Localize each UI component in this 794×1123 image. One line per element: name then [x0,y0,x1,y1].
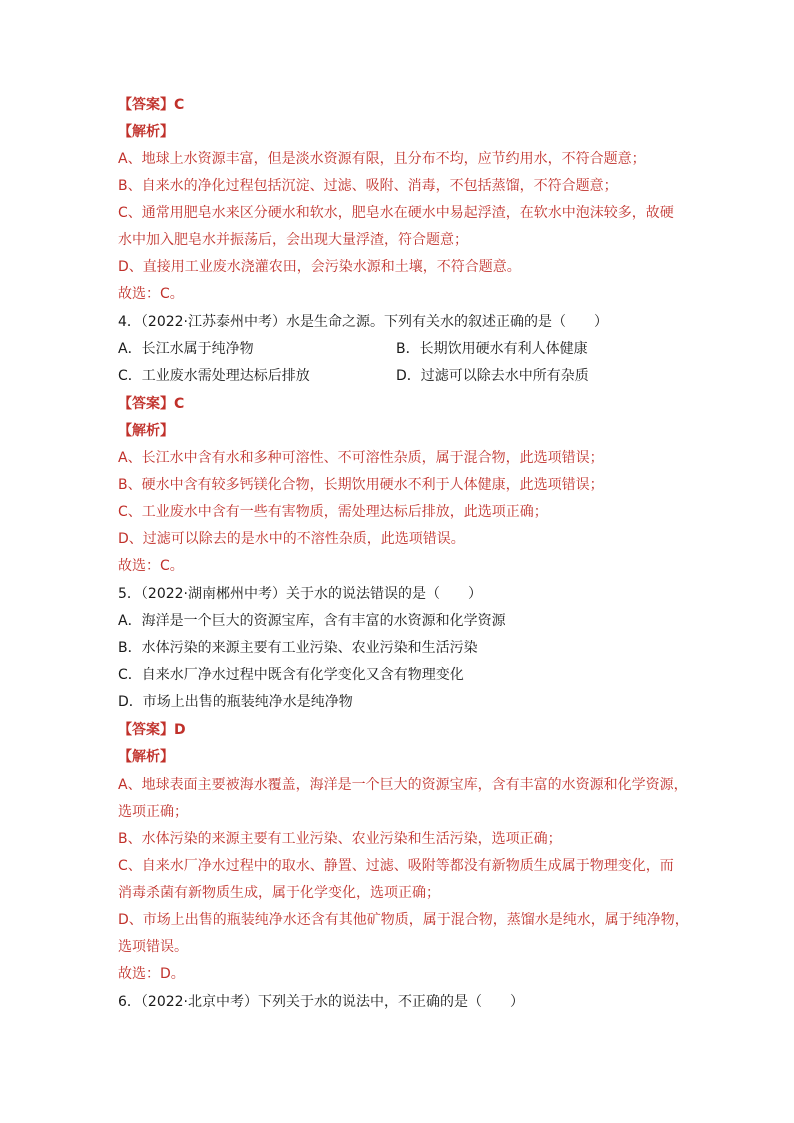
answer-label: 【答案】C [118,396,185,412]
analysis-line: A、地球表面主要被海水覆盖，海洋是一个巨大的资源宝库，含有丰富的水资源和化学资源， [118,777,688,793]
option-c: C．自来水厂净水过程中既含有化学变化又含有物理变化 [118,667,464,683]
analysis-line: C、工业废水中含有一些有害物质，需处理达标后排放，此选项正确； [118,504,548,520]
analysis-line: A、地球上水资源丰富，但是淡水资源有限，且分布不均，应节约用水，不符合题意； [118,151,646,167]
analysis-line: 选项错误。 [118,939,188,955]
analysis-line: C、通常用肥皂水来区分硬水和软水，肥皂水在硬水中易起浮渣，在软水中泡沫较多，故硬 [118,205,674,221]
analysis-line: 水中加入肥皂水并振荡后，会出现大量浮渣，符合题意； [118,232,468,248]
analysis-line: D、直接用工业废水浇灌农田，会污染水源和土壤，不符合题意。 [118,259,521,275]
option-b: B．长期饮用硬水有利人体健康 [396,341,588,357]
analysis-line: 消毒杀菌有新物质生成，属于化学变化，选项正确； [118,885,440,901]
answer-label: 【答案】D [118,722,186,738]
question-stem: 4．（2022·江苏泰州中考）水是生命之源。下列有关水的叙述正确的是（ ） [118,314,608,330]
analysis-label: 【解析】 [118,423,174,439]
analysis-line: D、市场上出售的瓶装纯净水还含有其他矿物质，属于混合物，蒸馏水是纯水，属于纯净物， [118,912,689,928]
analysis-conclusion: 故选：C。 [118,558,184,574]
answer-label: 【答案】C [118,97,185,113]
analysis-line: C、自来水厂净水过程中的取水、静置、过滤、吸附等都没有新物质生成属于物理变化，而 [118,858,674,874]
option-b: B．水体污染的来源主要有工业污染、农业污染和生活污染 [118,640,478,656]
option-a: A．海洋是一个巨大的资源宝库，含有丰富的水资源和化学资源 [118,613,506,629]
analysis-line: B、硬水中含有较多钙镁化合物，长期饮用硬水不利于人体健康，此选项错误； [118,477,604,493]
analysis-line: B、自来水的净化过程包括沉淀、过滤、吸附、消毒，不包括蒸馏，不符合题意； [118,178,618,194]
analysis-conclusion: 故选：C。 [118,286,184,302]
analysis-line: B、水体污染的来源主要有工业污染、农业污染和生活污染，选项正确； [118,831,562,847]
question-stem: 6．（2022·北京中考）下列关于水的说法中，不正确的是（ ） [118,994,524,1010]
analysis-label: 【解析】 [118,124,174,140]
option-a: A．长江水属于纯净物 [118,341,254,357]
analysis-label: 【解析】 [118,749,174,765]
analysis-conclusion: 故选：D。 [118,966,185,982]
option-c: C．工业废水需处理达标后排放 [118,368,310,384]
option-d: D．市场上出售的瓶装纯净水是纯净物 [118,694,353,710]
analysis-line: A、长江水中含有水和多种可溶性、不可溶性杂质，属于混合物，此选项错误； [118,450,604,466]
question-stem: 5．（2022·湖南郴州中考）关于水的说法错误的是（ ） [118,586,482,602]
analysis-line: 选项正确； [118,804,188,820]
option-d: D．过滤可以除去水中所有杂质 [396,368,589,384]
analysis-line: D、过滤可以除去的是水中的不溶性杂质，此选项错误。 [118,531,465,547]
